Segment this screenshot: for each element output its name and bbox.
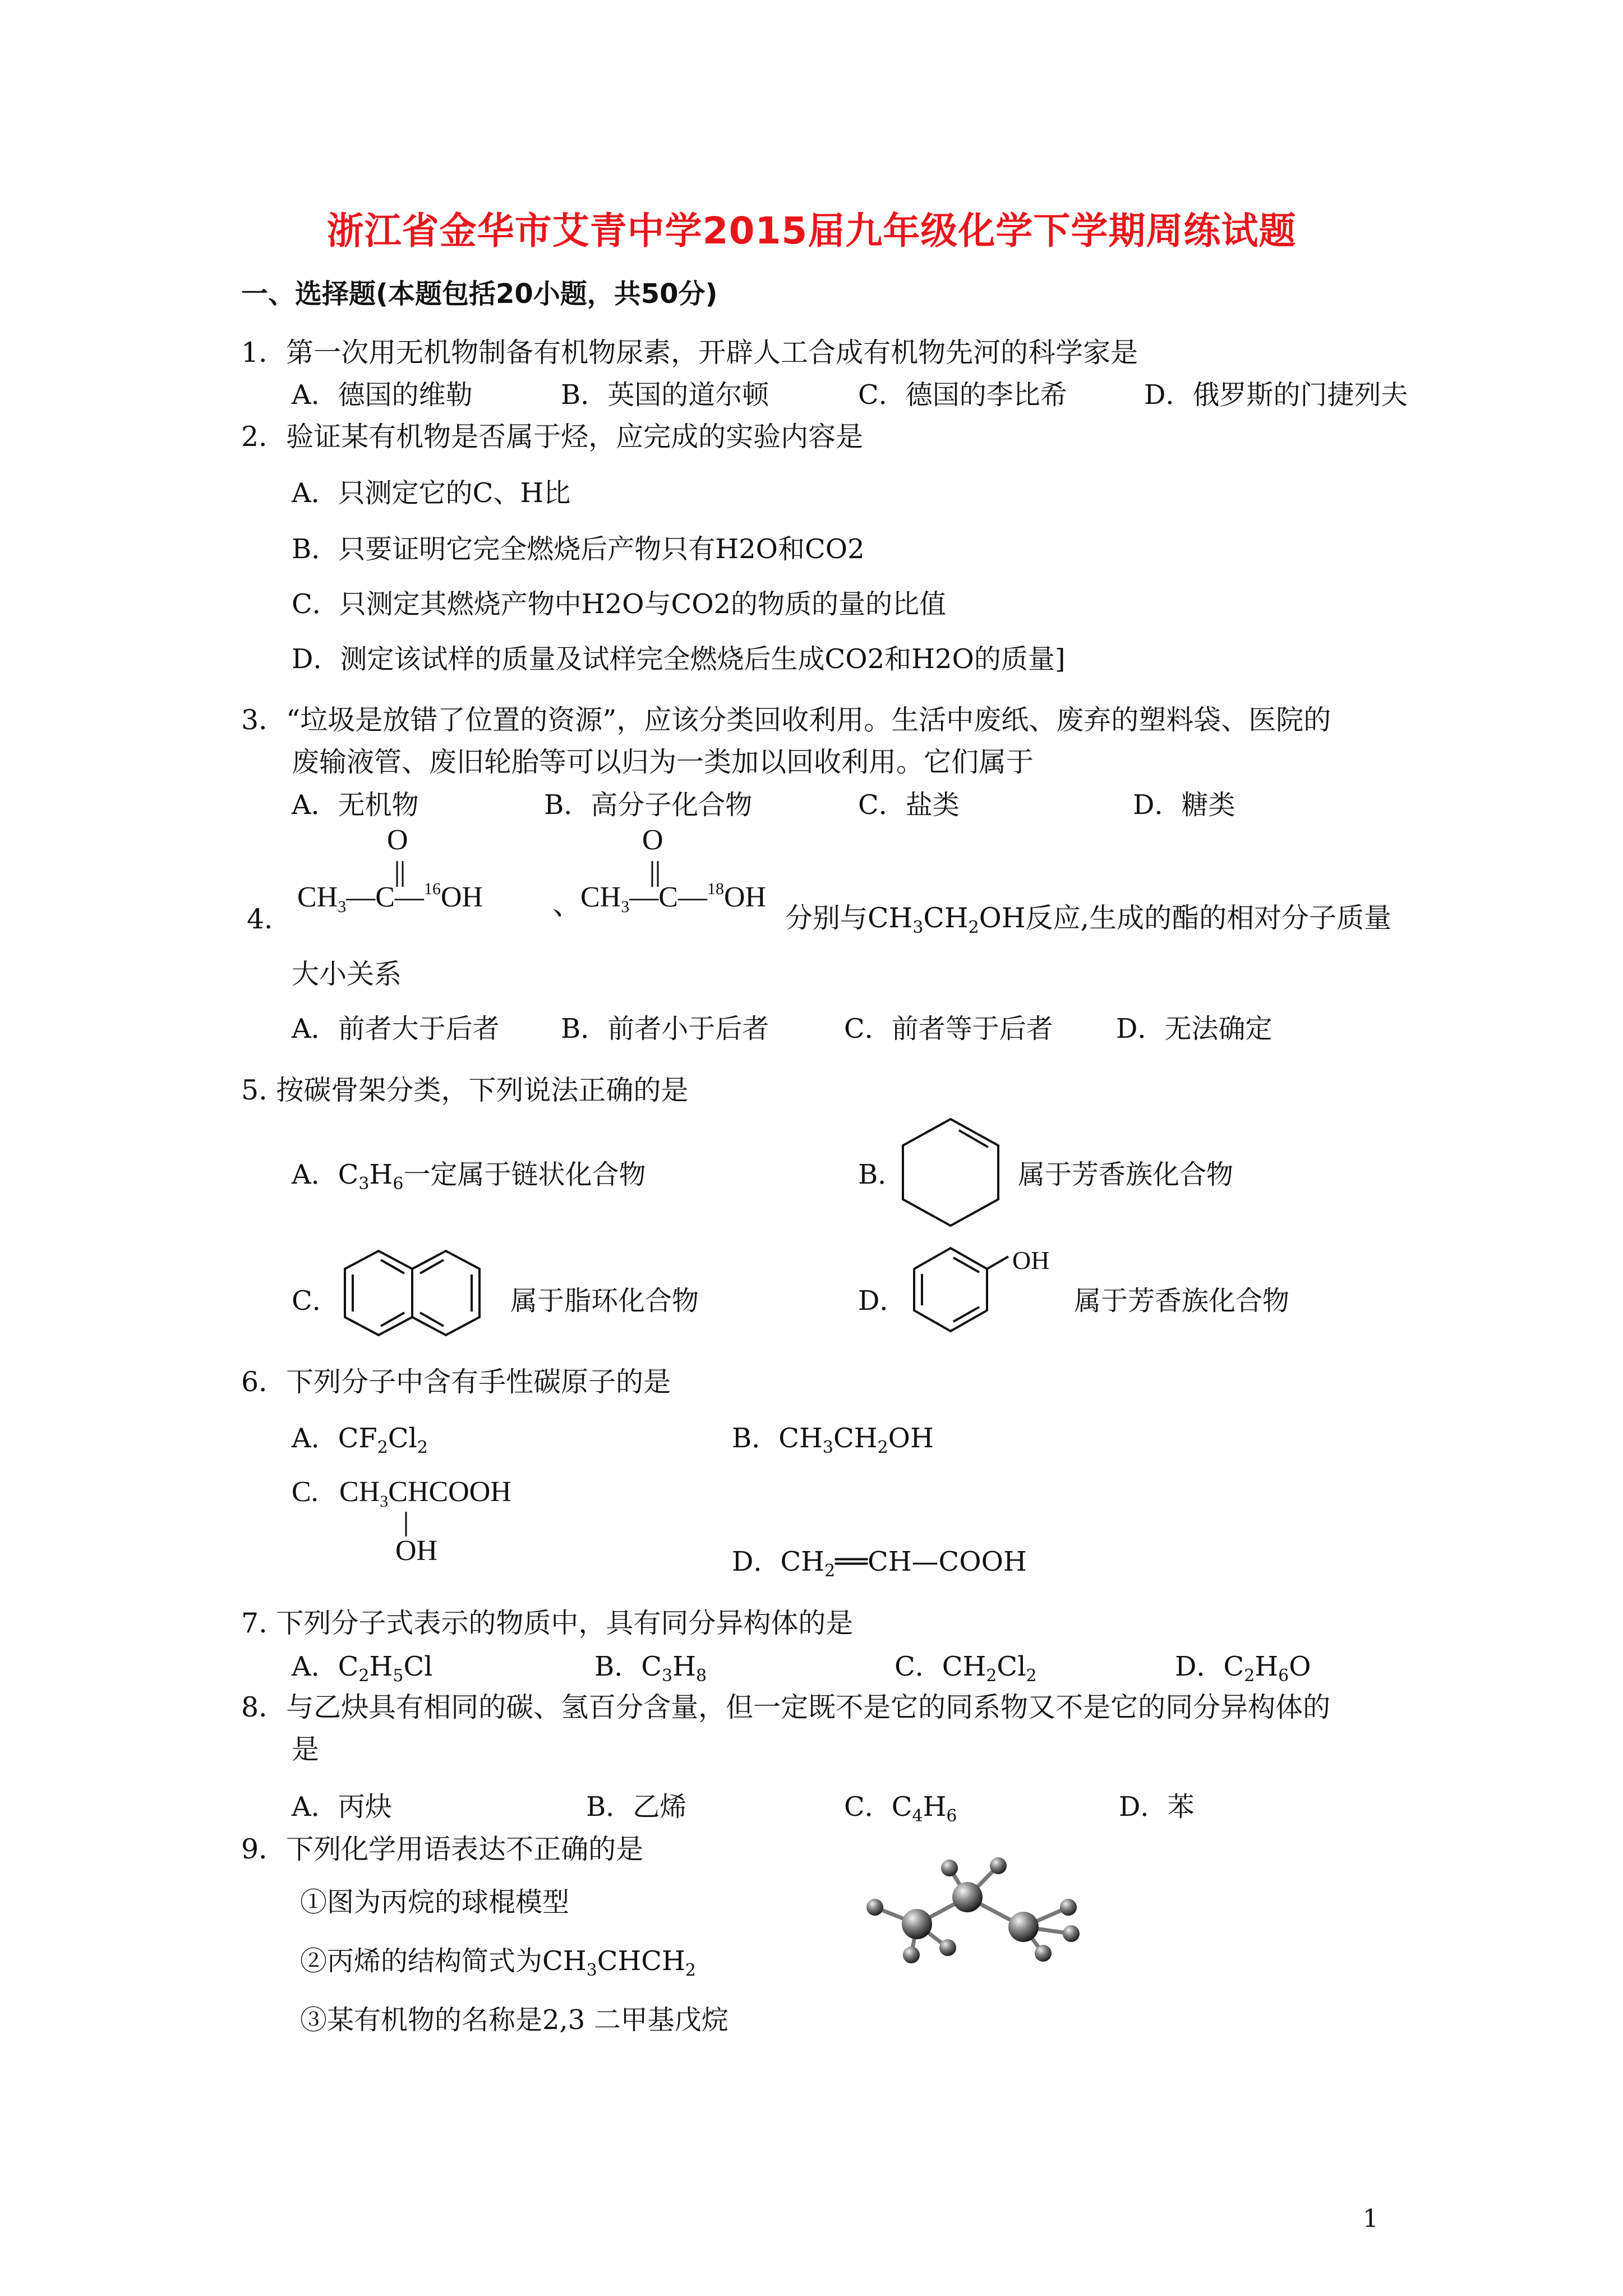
question-1-option-b: B．英国的道尔顿 — [561, 379, 769, 411]
question-4-option-c: C．前者等于后者 — [844, 1013, 1053, 1045]
question-7-stem: 7. 下列分子式表示的物质中，具有同分异构体的是 — [241, 1607, 854, 1639]
formula-left-oxygen: O — [387, 824, 408, 856]
question-7-option-c: C．$CH_2Cl_2$ — [895, 1651, 1037, 1686]
question-6-option-b: B．$CH_3CH_2OH$ — [732, 1423, 934, 1457]
phenol-oh-label: OH — [1012, 1246, 1050, 1274]
formula-right-oxygen: O — [642, 824, 663, 856]
question-6-option-c-formula: $CH_3CHCOOH$ — [339, 1476, 511, 1511]
question-3-stem-line2: 废输液管、废旧轮胎等可以归为一类加以回收利用。它们属于 — [292, 746, 1034, 778]
propane-ball-stick-model — [858, 1851, 1094, 1986]
cyclohexene-structure — [897, 1114, 1004, 1231]
question-1-stem: 1．第一次用无机物制备有机物尿素，开辟人工合成有机物先河的科学家是 — [241, 337, 1138, 369]
page-title: 浙江省金华市艾青中学2015届九年级化学下学期周练试题 — [326, 209, 1297, 252]
question-2-option-b: B．只要证明它完全燃烧后产物只有H2O和CO2 — [292, 533, 865, 565]
question-6-option-a: A．$CF_2Cl_2$ — [292, 1423, 428, 1457]
question-6-option-c-branch: OH — [395, 1535, 438, 1567]
question-4-option-a: A．前者大于后者 — [292, 1013, 500, 1045]
section-heading: 一、选择题(本题包括20小题，共50分) — [241, 278, 718, 310]
question-5-option-c-label: C． — [292, 1285, 339, 1317]
question-8-option-c: C．$C_4H_6$ — [844, 1791, 957, 1826]
question-2-option-a: A．只测定它的C、H比 — [292, 477, 571, 509]
question-4-stem-line2: 大小关系 — [292, 958, 402, 990]
question-8-option-d: D．苯 — [1119, 1791, 1195, 1823]
formula-left: $CH_3—C—^{16}OH$ — [297, 880, 483, 916]
question-5-stem: 5. 按碳骨架分类，下列说法正确的是 — [241, 1074, 689, 1106]
question-9-item-1: ①图为丙烷的球棍模型 — [300, 1887, 570, 1918]
question-8-option-b: B．乙烯 — [586, 1791, 687, 1823]
question-6-option-d: D．$CH_2══CH—COOH$ — [732, 1546, 1027, 1581]
question-6-option-c-label: C. — [292, 1476, 319, 1508]
phenol-structure — [909, 1243, 1021, 1343]
question-4-number: 4． — [247, 903, 292, 935]
question-9-item-3: ③某有机物的名称是2,3 二甲基戊烷 — [300, 2004, 728, 2036]
question-9-item-2: ②丙烯的结构简式为$CH_3CHCH_2$ — [300, 1945, 696, 1980]
formula-separator: 、 — [552, 889, 582, 921]
question-9-stem: 9．下列化学用语表达不正确的是 — [241, 1833, 644, 1865]
question-3-option-d: D．糖类 — [1133, 789, 1235, 821]
question-3-option-a: A．无机物 — [292, 789, 419, 821]
question-5-option-c-text: 属于脂环化合物 — [510, 1285, 699, 1317]
question-1-option-c: C．德国的李比希 — [858, 379, 1067, 411]
question-6-stem: 6．下列分子中含有手性碳原子的是 — [241, 1366, 671, 1398]
question-8-option-a: A．丙炔 — [292, 1791, 392, 1823]
question-5-option-b-text: 属于芳香族化合物 — [1018, 1159, 1234, 1190]
question-2-option-c: C．只测定其燃烧产物中H2O与CO2的物质的量的比值 — [292, 588, 947, 620]
page-number: 1 — [1363, 2205, 1378, 2233]
question-5-option-a: A．$C_3H_6$一定属于链状化合物 — [292, 1159, 646, 1194]
question-5-option-d-text: 属于芳香族化合物 — [1074, 1285, 1290, 1317]
question-8-stem-line2: 是 — [292, 1733, 320, 1765]
question-7-option-b: B．$C_3H_8$ — [594, 1651, 707, 1686]
question-5-option-d-label: D． — [858, 1285, 907, 1317]
question-3-option-b: B．高分子化合物 — [544, 789, 753, 821]
question-5-option-b-label: B． — [858, 1159, 905, 1190]
formula-right: $CH_3—C—^{18}OH$ — [580, 880, 767, 916]
question-2-stem: 2．验证某有机物是否属于烃，应完成的实验内容是 — [241, 421, 864, 453]
question-4-stem-tail: 分别与$CH_3CH_2OH$反应,生成的酯的相对分子质量 — [785, 902, 1392, 937]
question-4-option-b: B．前者小于后者 — [561, 1013, 769, 1045]
question-4-option-d: D．无法确定 — [1116, 1013, 1272, 1045]
question-2-option-d: D．测定该试样的质量及试样完全燃烧后生成CO2和H2O的质量] — [292, 643, 1066, 675]
question-8-stem-line1: 8．与乙炔具有相同的碳、氢百分含量，但一定既不是它的同系物又不是它的同分异构体的 — [241, 1691, 1331, 1723]
question-3-option-c: C．盐类 — [858, 789, 960, 821]
question-1-option-a: A．德国的维勒 — [292, 379, 473, 411]
naphthalene-structure — [339, 1245, 491, 1341]
question-7-option-a: A．$C_2H_5Cl$ — [292, 1651, 433, 1686]
question-3-stem-line1: 3．“垃圾是放错了位置的资源”，应该分类回收利用。生活中废纸、废弃的塑料袋、医院的 — [241, 704, 1331, 736]
question-7-option-d: D．$C_2H_6O$ — [1175, 1651, 1311, 1686]
question-1-option-d: D．俄罗斯的门捷列夫 — [1144, 379, 1408, 411]
